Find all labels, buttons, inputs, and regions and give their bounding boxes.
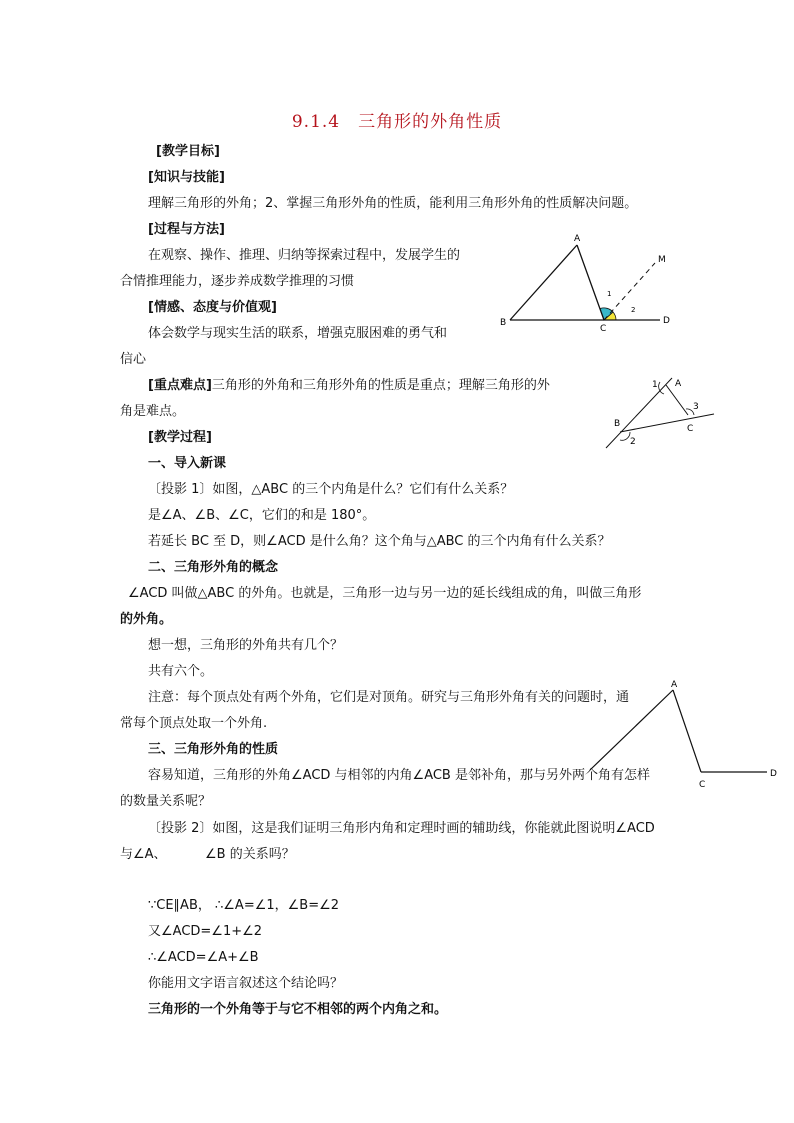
emotion-heading: [情感、态度与价值观] bbox=[148, 300, 277, 315]
objectives-heading: [教学目标] bbox=[156, 144, 220, 159]
section3-heading: 三、三角形外角的性质 bbox=[148, 742, 279, 757]
label-angle-2: 2 bbox=[631, 306, 636, 314]
knowledge-heading: [知识与技能] bbox=[148, 170, 225, 185]
label-b: B bbox=[614, 419, 621, 429]
section1-heading: 一、导入新课 bbox=[148, 456, 227, 471]
line-through-ab bbox=[606, 378, 672, 448]
side-ab bbox=[510, 245, 577, 320]
label-angle-1: 1 bbox=[607, 290, 612, 298]
projection2-line-2a: 与∠A、 bbox=[120, 847, 167, 862]
think-answer: 共有六个。 bbox=[148, 664, 214, 679]
line-through-ac bbox=[666, 385, 688, 415]
label-d: D bbox=[770, 769, 777, 779]
definition-line-1: ∠ACD 叫做△ABC 的外角。也就是，三角形一边与另一边的延长线组成的角，叫做三角形 bbox=[128, 586, 642, 601]
label-c: C bbox=[687, 424, 694, 434]
ask-question: 你能用文字语言叙述这个结论吗？ bbox=[148, 976, 344, 991]
process-text-1: 在观察、操作、推理、归纳等探索过程中，发展学生的 bbox=[148, 248, 461, 263]
proof-line-1: ∵CE∥AB， ∴∠A=∠1，∠B=∠2 bbox=[148, 898, 340, 913]
proof-line-2: 又∠ACD=∠1+∠2 bbox=[148, 924, 263, 939]
key-points-text-2: 角是难点。 bbox=[120, 404, 186, 419]
emotion-text-1: 体会数学与现实生活的联系，增强克服困难的勇气和 bbox=[148, 326, 448, 341]
side-ac bbox=[577, 245, 604, 320]
label-a: A bbox=[671, 680, 678, 690]
arc-angle-2 bbox=[620, 432, 630, 440]
label-d: D bbox=[663, 316, 670, 326]
label-angle-1: 1 bbox=[652, 380, 658, 390]
conclusion: 三角形的一个外角等于与它不相邻的两个内角之和。 bbox=[148, 1002, 448, 1017]
label-angle-2: 2 bbox=[630, 437, 636, 447]
think-question: 想一想，三角形的外角共有几个？ bbox=[148, 638, 344, 653]
label-b: B bbox=[500, 318, 507, 328]
section1-question-1: 〔投影 1〕如图，△ABC 的三个内角是什么？它们有什么关系？ bbox=[148, 482, 514, 497]
line-through-bc bbox=[620, 414, 714, 432]
property-line-2: 的数量关系呢？ bbox=[120, 794, 212, 809]
side-ab bbox=[590, 690, 673, 770]
section1-answer-1: 是∠A、∠B、∠C，它们的和是 180°。 bbox=[148, 508, 376, 523]
projection2-line-2b: ∠B 的关系吗？ bbox=[205, 847, 295, 862]
figure-triangle-exterior-angle bbox=[490, 230, 690, 340]
section2-heading: 二、三角形外角的概念 bbox=[148, 560, 279, 575]
side-ac bbox=[673, 690, 701, 772]
label-c: C bbox=[699, 780, 706, 790]
process-text-2: 合情推理能力，逐步养成数学推理的习惯 bbox=[120, 274, 355, 289]
label-c: C bbox=[600, 324, 607, 334]
property-line-1: 容易知道，三角形的外角∠ACD 与相邻的内角∠ACB 是邻补角，那与另外两个角有怎样 bbox=[148, 768, 650, 783]
ray-cm-dashed bbox=[604, 263, 655, 320]
key-points-text-1: 三角形的外角和三角形外角的性质是重点；理解三角形的外 bbox=[211, 378, 550, 393]
projection2-line-1: 〔投影 2〕如图，这是我们证明三角形内角和定理时画的辅助线，你能就此图说明∠ACD bbox=[148, 821, 655, 836]
label-a: A bbox=[675, 379, 682, 389]
page-title: 9.1.4 三角形的外角性质 bbox=[291, 112, 503, 132]
knowledge-text: 理解三角形的外角；2、掌握三角形外角的性质，能利用三角形外角的性质解决问题。 bbox=[148, 196, 638, 211]
note-line-2: 常每个顶点处取一个外角. bbox=[120, 716, 268, 731]
figure-triangle-three-exterior-angles bbox=[598, 370, 720, 452]
definition-line-2: 的外角。 bbox=[120, 612, 173, 627]
section1-question-2: 若延长 BC 至 D，则∠ACD 是什么角？这个角与△ABC 的三个内角有什么关系？ bbox=[148, 534, 611, 549]
process-heading: [过程与方法] bbox=[148, 222, 225, 237]
key-points-line-1 bbox=[148, 377, 550, 395]
label-a: A bbox=[574, 234, 581, 244]
emotion-text-2: 信心 bbox=[120, 352, 147, 367]
label-angle-3: 3 bbox=[693, 402, 699, 412]
teaching-process-heading: [教学过程] bbox=[148, 430, 212, 445]
key-points-label: [重点难点] bbox=[148, 378, 212, 393]
note-line-1: 注意：每个顶点处有两个外角，它们是对顶角。研究与三角形外角有关的问题时，通 bbox=[148, 690, 630, 705]
figure-triangle-extended-base bbox=[585, 675, 785, 795]
proof-line-3: ∴∠ACD=∠A+∠B bbox=[148, 950, 259, 965]
label-m: M bbox=[658, 255, 666, 265]
